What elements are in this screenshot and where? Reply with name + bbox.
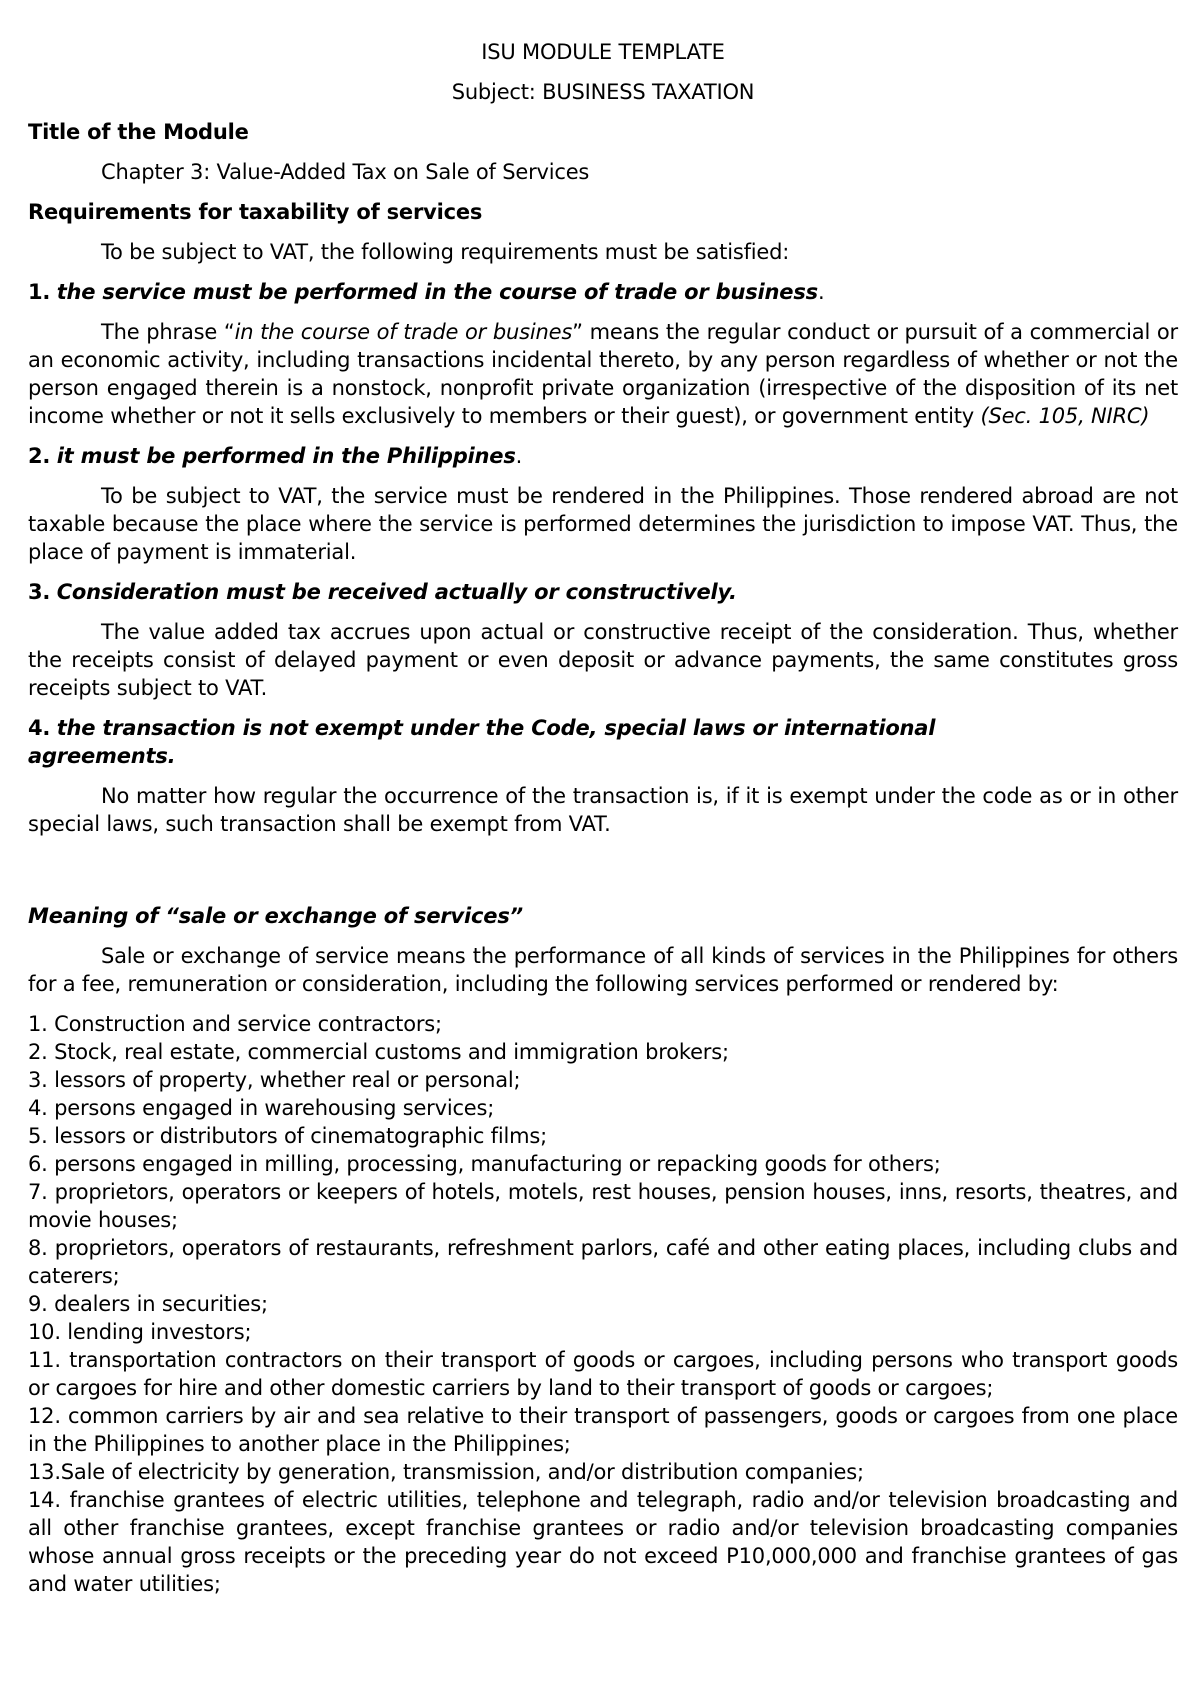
meaning-heading: Meaning of “sale or exchange of services” [28, 904, 523, 928]
module-title-label: Title of the Module [28, 120, 249, 144]
requirements-heading: Requirements for taxability of services [28, 200, 483, 224]
requirement-title: it must be performed in the Philippines [56, 444, 516, 468]
requirement-3-body: The value added tax accrues upon actual or constructive receipt of the consideration. Thus, whether the receipts consist of delayed payment or even deposit or advance payments, the same constitutes gross receipts subject to VAT. [28, 620, 1178, 700]
list-item: 3. lessors of property, whether real or personal; [28, 1068, 521, 1092]
subject-title: Subject: BUSINESS TAXATION [451, 80, 755, 104]
requirement-title: the service must be performed in the course of trade or business [56, 280, 818, 304]
spacer [28, 850, 1178, 902]
requirement-1-body [28, 318, 1178, 430]
requirement-number: 4. [28, 716, 51, 740]
list-item: 11. transportation contractors on their transport of goods or cargoes, including persons who transport goods or cargoes for hire and other domestic carriers by land to their transport of goods or cargoes; [28, 1348, 1178, 1400]
requirements-intro: To be subject to VAT, the following requirements must be satisfied: [101, 240, 790, 264]
list-item: 1. Construction and service contractors; [28, 1012, 442, 1036]
requirement-2-body: To be subject to VAT, the service must be rendered in the Philippines. Those rendered abroad are not taxable because the place where the service is performed determines the jurisdiction to impose VAT. Thus, the place of payment is immaterial. [28, 484, 1178, 564]
template-title: ISU MODULE TEMPLATE [481, 40, 725, 64]
list-item: 7. proprietors, operators or keepers of hotels, motels, rest houses, pension houses, inns, resorts, theatres, and movie houses; [28, 1180, 1178, 1232]
list-item: 5. lessors or distributors of cinematographic films; [28, 1124, 547, 1148]
citation: (Sec. 105, NIRC) [980, 404, 1150, 428]
requirement-title: the transaction is not exempt under the Code, special laws or international agreements. [28, 716, 936, 768]
list-item: 14. franchise grantees of electric utilities, telephone and telegraph, radio and/or television broadcasting and all other franchise grantees, except franchise grantees or radio and/or television broadcasting companies whose annual gross receipts or the preceding year do not exceed P10,000,000 and franchise grantees of gas and water utilities; [28, 1488, 1178, 1596]
requirement-number: 3. [28, 580, 51, 604]
requirement-1-heading [28, 278, 1178, 306]
list-item: 4. persons engaged in warehousing services; [28, 1096, 495, 1120]
requirement-number: 2. [28, 444, 51, 468]
list-item: 13.Sale of electricity by generation, transmission, and/or distribution companies; [28, 1460, 864, 1484]
meaning-intro: Sale or exchange of service means the performance of all kinds of services in the Philippines for others for a fee, remuneration or consideration, including the following services performed or rendered by: [28, 944, 1178, 996]
requirement-2-heading [28, 442, 1178, 470]
list-item: 9. dealers in securities; [28, 1292, 268, 1316]
document-page [28, 38, 1178, 1598]
body-text: The phrase “ [101, 320, 235, 344]
requirement-4-body: No matter how regular the occurrence of the transaction is, if it is exempt under the code as or in other special laws, such transaction shall be exempt from VAT. [28, 784, 1178, 836]
list-item: 12. common carriers by air and sea relative to their transport of passengers, goods or cargoes from one place in the Philippines to another place in the Philippines; [28, 1404, 1178, 1456]
requirement-title: Consideration must be received actually or constructively. [56, 580, 737, 604]
requirement-title-end: . [515, 444, 523, 468]
requirement-3-heading [28, 578, 1178, 606]
requirement-number: 1. [28, 280, 51, 304]
list-item: 6. persons engaged in milling, processing, manufacturing or repacking goods for others; [28, 1152, 941, 1176]
body-text: ” means the regular conduct or pursuit of a commercial or an economic activity, including transactions incidental thereto, by any person regardless of whether or not the person engaged therein is a nonstock, nonprofit private organization (irrespective of the disposition of its net income whether or not it sells exclusively to members or their guest), or government entity [28, 320, 1178, 428]
requirement-title-end: . [817, 280, 825, 304]
list-item: 8. proprietors, operators of restaurants, refreshment parlors, café and other eating places, including clubs and caterers; [28, 1236, 1178, 1288]
requirement-4-heading [28, 714, 1178, 770]
list-item: 10. lending investors; [28, 1320, 252, 1344]
body-quote: in the course of trade or busines [234, 320, 573, 344]
services-list [28, 1010, 1178, 1598]
chapter-title: Chapter 3: Value-Added Tax on Sale of Services [101, 160, 590, 184]
list-item: 2. Stock, real estate, commercial customs and immigration brokers; [28, 1040, 729, 1064]
